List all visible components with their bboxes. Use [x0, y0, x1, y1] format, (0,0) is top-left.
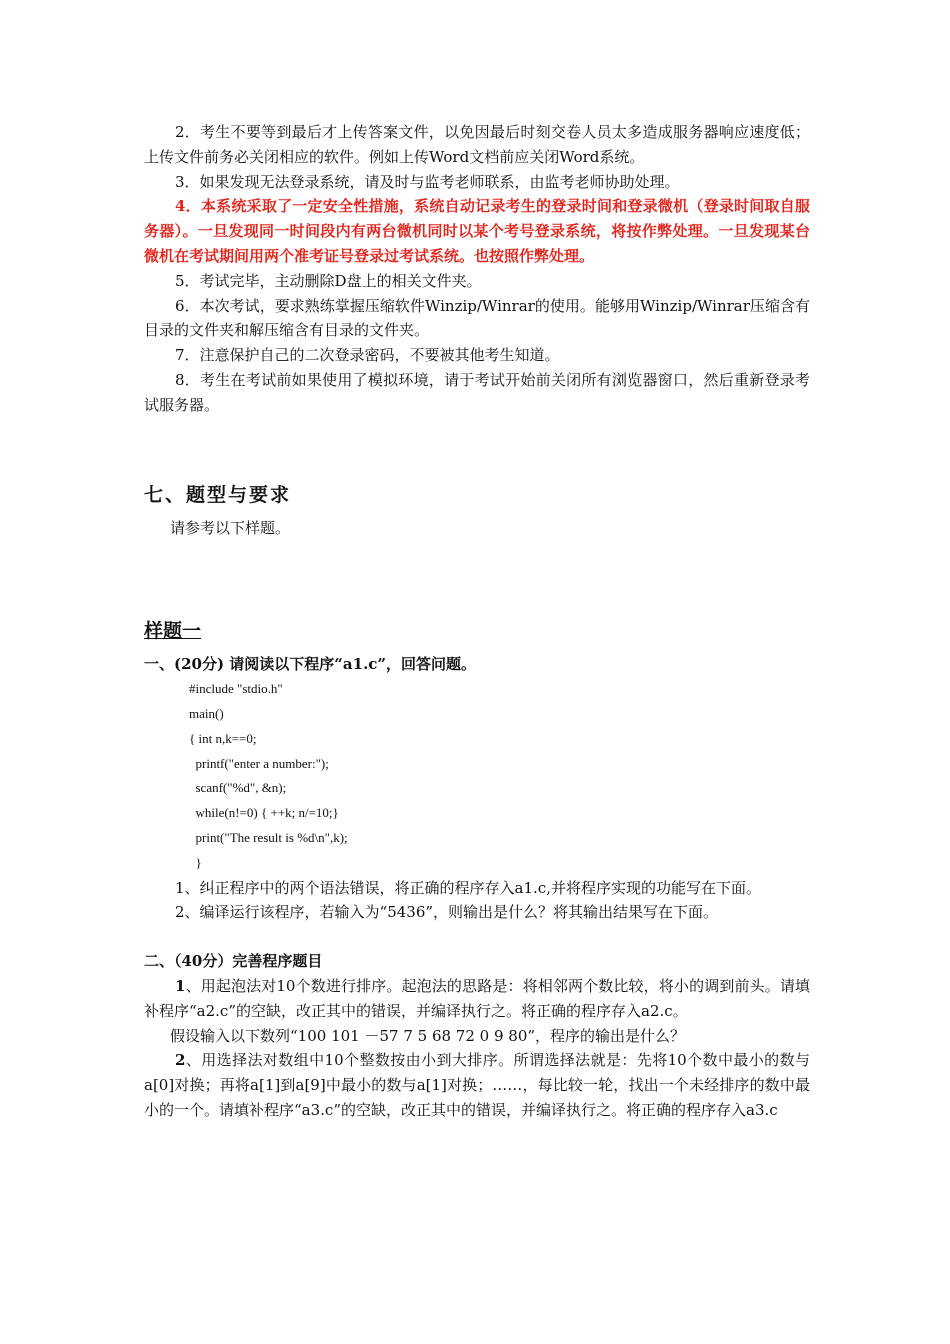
note-2: 2．考生不要等到最后才上传答案文件，以免因最后时刻交卷人员太多造成服务器响应速度低；上传文件前务必关闭相应的软件。例如上传Word文档前应关闭Word系统。	[144, 123, 810, 166]
question-2-item-1-extra: 假设输入以下数列“100 101 －57 7 5 68 72 0 9 80”，程序的输出是什么？	[170, 1026, 686, 1045]
question-1-item-1: 1、纠正程序中的两个语法错误，将正确的程序存入a1.c,并将程序实现的功能写在下面。	[175, 878, 761, 897]
question-1-title: 一、(20分) 请阅读以下程序“a1.c”，回答问题。	[144, 655, 477, 674]
sample-1-heading: 样题一	[144, 620, 202, 643]
item-number: 2	[175, 1051, 186, 1070]
question-2-item-2	[144, 1048, 810, 1122]
question-1-item-2: 2、编译运行该程序，若输入为“5436”，则输出是什么？将其输出结果写在下面。	[175, 903, 719, 922]
code-line: print("The result is %d\n",k);	[189, 829, 348, 845]
section-7-intro: 请参考以下样题。	[170, 518, 291, 537]
note-8: 8．考生在考试前如果使用了模拟环境，请于考试开始前关闭所有浏览器窗口，然后重新登录考试服务器。	[144, 370, 810, 414]
note-7: 7．注意保护自己的二次登录密码，不要被其他考生知道。	[175, 346, 560, 365]
item-number: 1	[175, 976, 186, 995]
question-2-title: 二、（40分）完善程序题目	[144, 952, 323, 971]
code-block	[144, 677, 810, 875]
code-line: printf("enter a number:");	[189, 755, 329, 771]
code-line: main()	[189, 705, 224, 721]
code-line: }	[189, 854, 202, 870]
code-line: #include "stdio.h"	[189, 681, 283, 697]
document-page	[144, 120, 810, 1123]
item-text: 、用选择法对数组中10个整数按由小到大排序。所谓选择法就是：先将10个数中最小的数与a[0]对换；再将a[1]到a[9]中最小的数与a[1]对换；……，每比较一轮，找出一个未经排序的数中最小的一个。请填补程序“a3.c”的空缺，改正其中的错误，并编译执行之。将正确的程序存入a3.c	[144, 1051, 810, 1119]
note-6: 6．本次考试，要求熟练掌握压缩软件Winzip/Winrar的使用。能够用Winzip/Winrar压缩含有目录的文件夹和解压缩含有目录的文件夹。	[144, 296, 810, 340]
note-3: 3．如果发现无法登录系统，请及时与监考老师联系，由监考老师协助处理。	[175, 172, 680, 191]
code-line: while(n!=0) { ++k; n/=10;}	[189, 805, 339, 821]
code-line: { int n,k==0;	[189, 730, 257, 746]
question-2-item-1	[144, 974, 810, 1024]
note-5: 5．考试完毕，主动删除D盘上的相关文件夹。	[175, 271, 482, 290]
section-7-heading: 七、题型与要求	[144, 483, 292, 506]
code-line: scanf("%d", &n);	[189, 780, 287, 796]
note-4-warning: 4．本系统采取了一定安全性措施，系统自动记录考生的登录时间和登录微机（登录时间取自服务器）。一旦发现同一时间段内有两台微机同时以某个考号登录系统，将按作弊处理。一旦发现某台微机在考试期间用两个准考证号登录过考试系统。也按照作弊处理。	[144, 197, 810, 265]
item-text: 、用起泡法对10个数进行排序。起泡法的思路是：将相邻两个数比较，将小的调到前头。请填补程序“a2.c”的空缺，改正其中的错误，并编译执行之。将正确的程序存入a2.c。	[144, 976, 810, 1020]
